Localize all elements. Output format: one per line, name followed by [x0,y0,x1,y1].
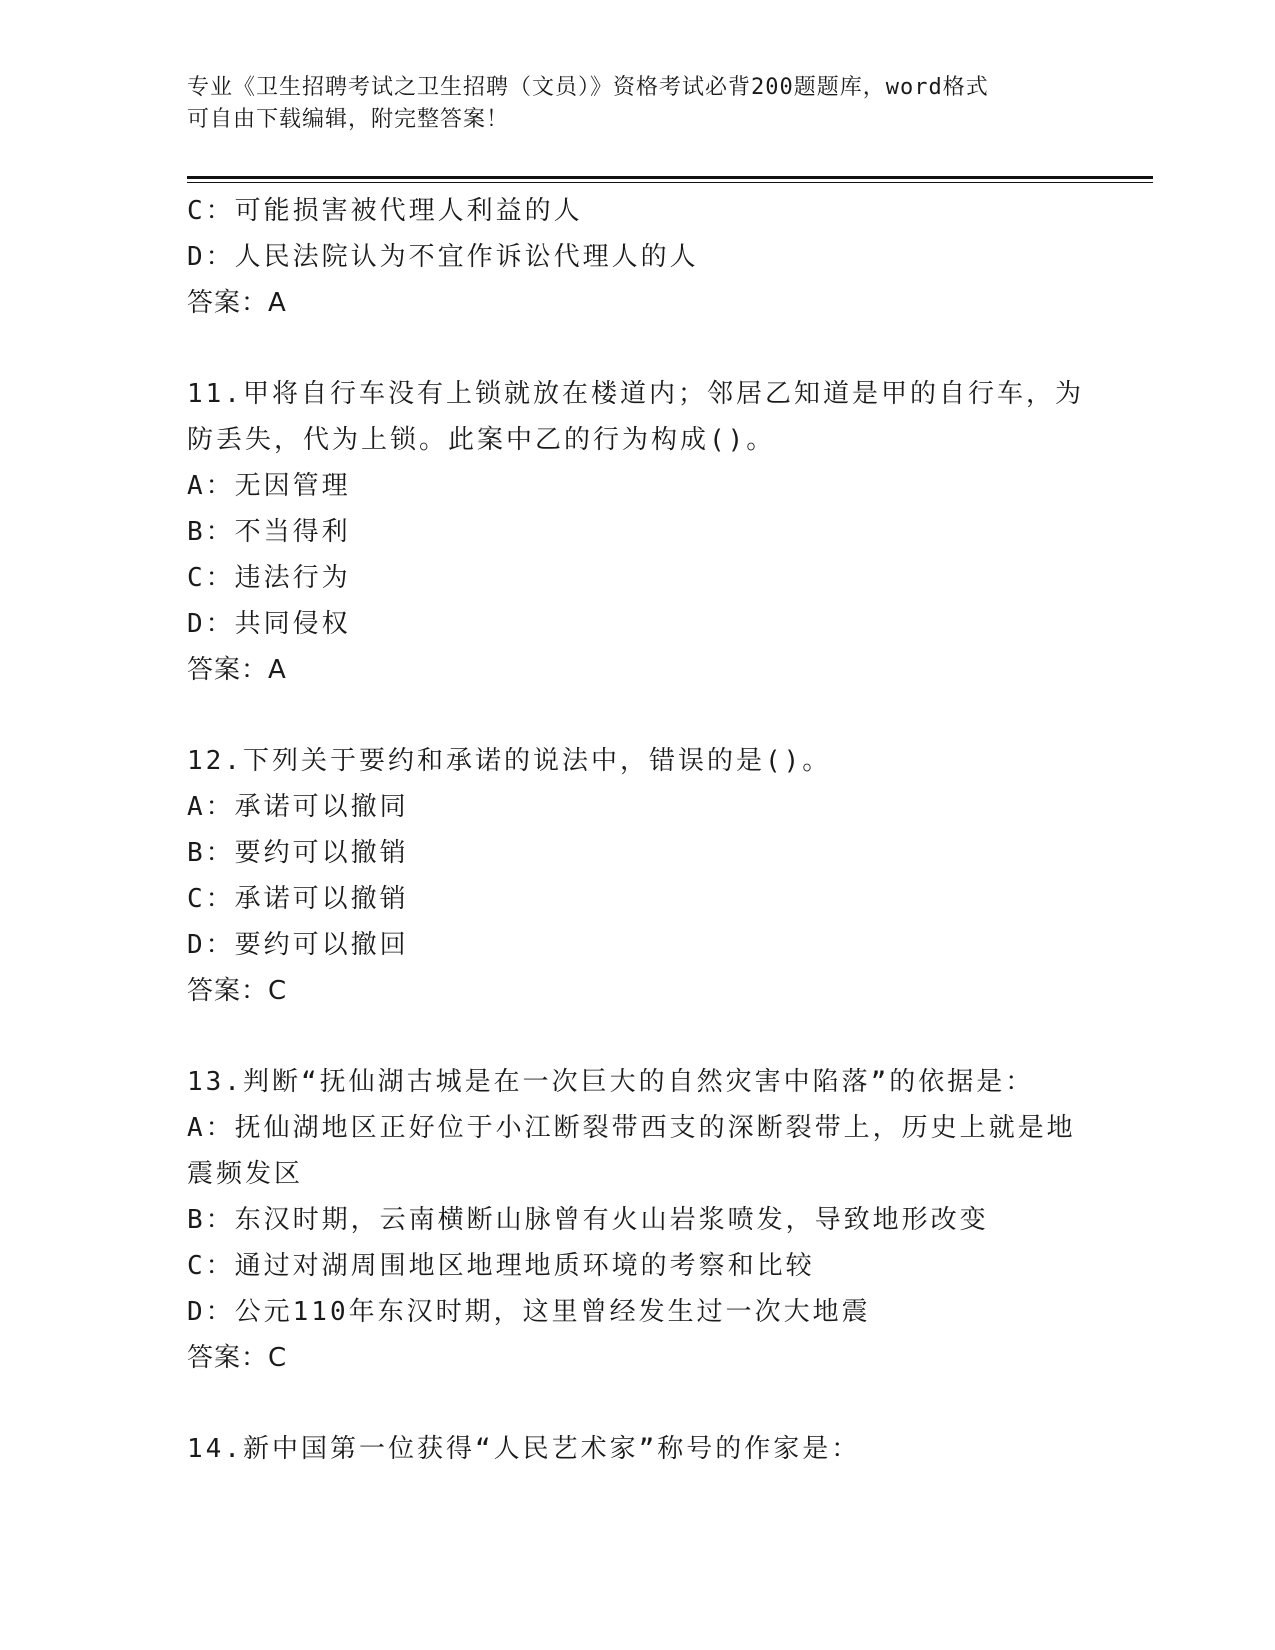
question-stem: 防丢失，代为上锁。此案中乙的行为构成()。 [187,425,776,455]
option-b: B：东汉时期，云南横断山脉曾有火山岩浆喷发，导致地形改变 [187,1205,989,1235]
option-a: A：无因管理 [187,471,351,501]
option-a-continued: 震频发区 [187,1159,304,1189]
question-stem: 13.判断“抚仙湖古城是在一次巨大的自然灾害中陷落”的依据是： [187,1067,1035,1097]
option-c: C：通过对湖周围地区地理地质环境的考察和比较 [187,1251,815,1281]
option-a: A：抚仙湖地区正好位于小江断裂带西支的深断裂带上，历史上就是地 [187,1113,1076,1143]
spacer [187,693,1087,738]
question-12 [187,738,1087,1014]
answer-line: 答案：C [187,1343,288,1373]
option-b: B：要约可以撤销 [187,838,409,868]
question-11 [187,371,1087,693]
answer-line: 答案：C [187,976,288,1006]
spacer [187,1381,1087,1426]
header-title-line-1: 专业《卫生招聘考试之卫生招聘（文员）》资格考试必背200题题库，word格式 [187,75,989,100]
option-c: C：可能损害被代理人利益的人 [187,196,583,226]
header-divider-thick [187,176,1153,179]
answer-line: 答案：A [187,655,287,685]
answer-line: 答案：A [187,288,287,318]
question-stem: 14.新中国第一位获得“人民艺术家”称号的作家是： [187,1434,861,1464]
option-d: D：要约可以撤回 [187,930,409,960]
header-divider-thin [187,182,1153,183]
option-d: D：人民法院认为不宜作诉讼代理人的人 [187,242,699,272]
question-14 [187,1426,1087,1472]
question-10-continued [187,188,1087,326]
question-13 [187,1059,1087,1381]
question-stem: 12.下列关于要约和承诺的说法中，错误的是()。 [187,746,832,776]
document-header [187,72,1087,136]
option-d: D：共同侵权 [187,609,351,639]
option-c: C：承诺可以撤销 [187,884,409,914]
option-c: C：违法行为 [187,563,351,593]
option-d: D：公元110年东汉时期，这里曾经发生过一次大地震 [187,1297,871,1327]
option-a: A：承诺可以撤同 [187,792,409,822]
spacer [187,326,1087,371]
spacer [187,1014,1087,1059]
option-b: B：不当得利 [187,517,351,547]
question-stem: 11.甲将自行车没有上锁就放在楼道内；邻居乙知道是甲的自行车，为 [187,379,1084,409]
header-title-line-2: 可自由下载编辑，附完整答案！ [187,107,510,132]
question-list [187,188,1087,1472]
